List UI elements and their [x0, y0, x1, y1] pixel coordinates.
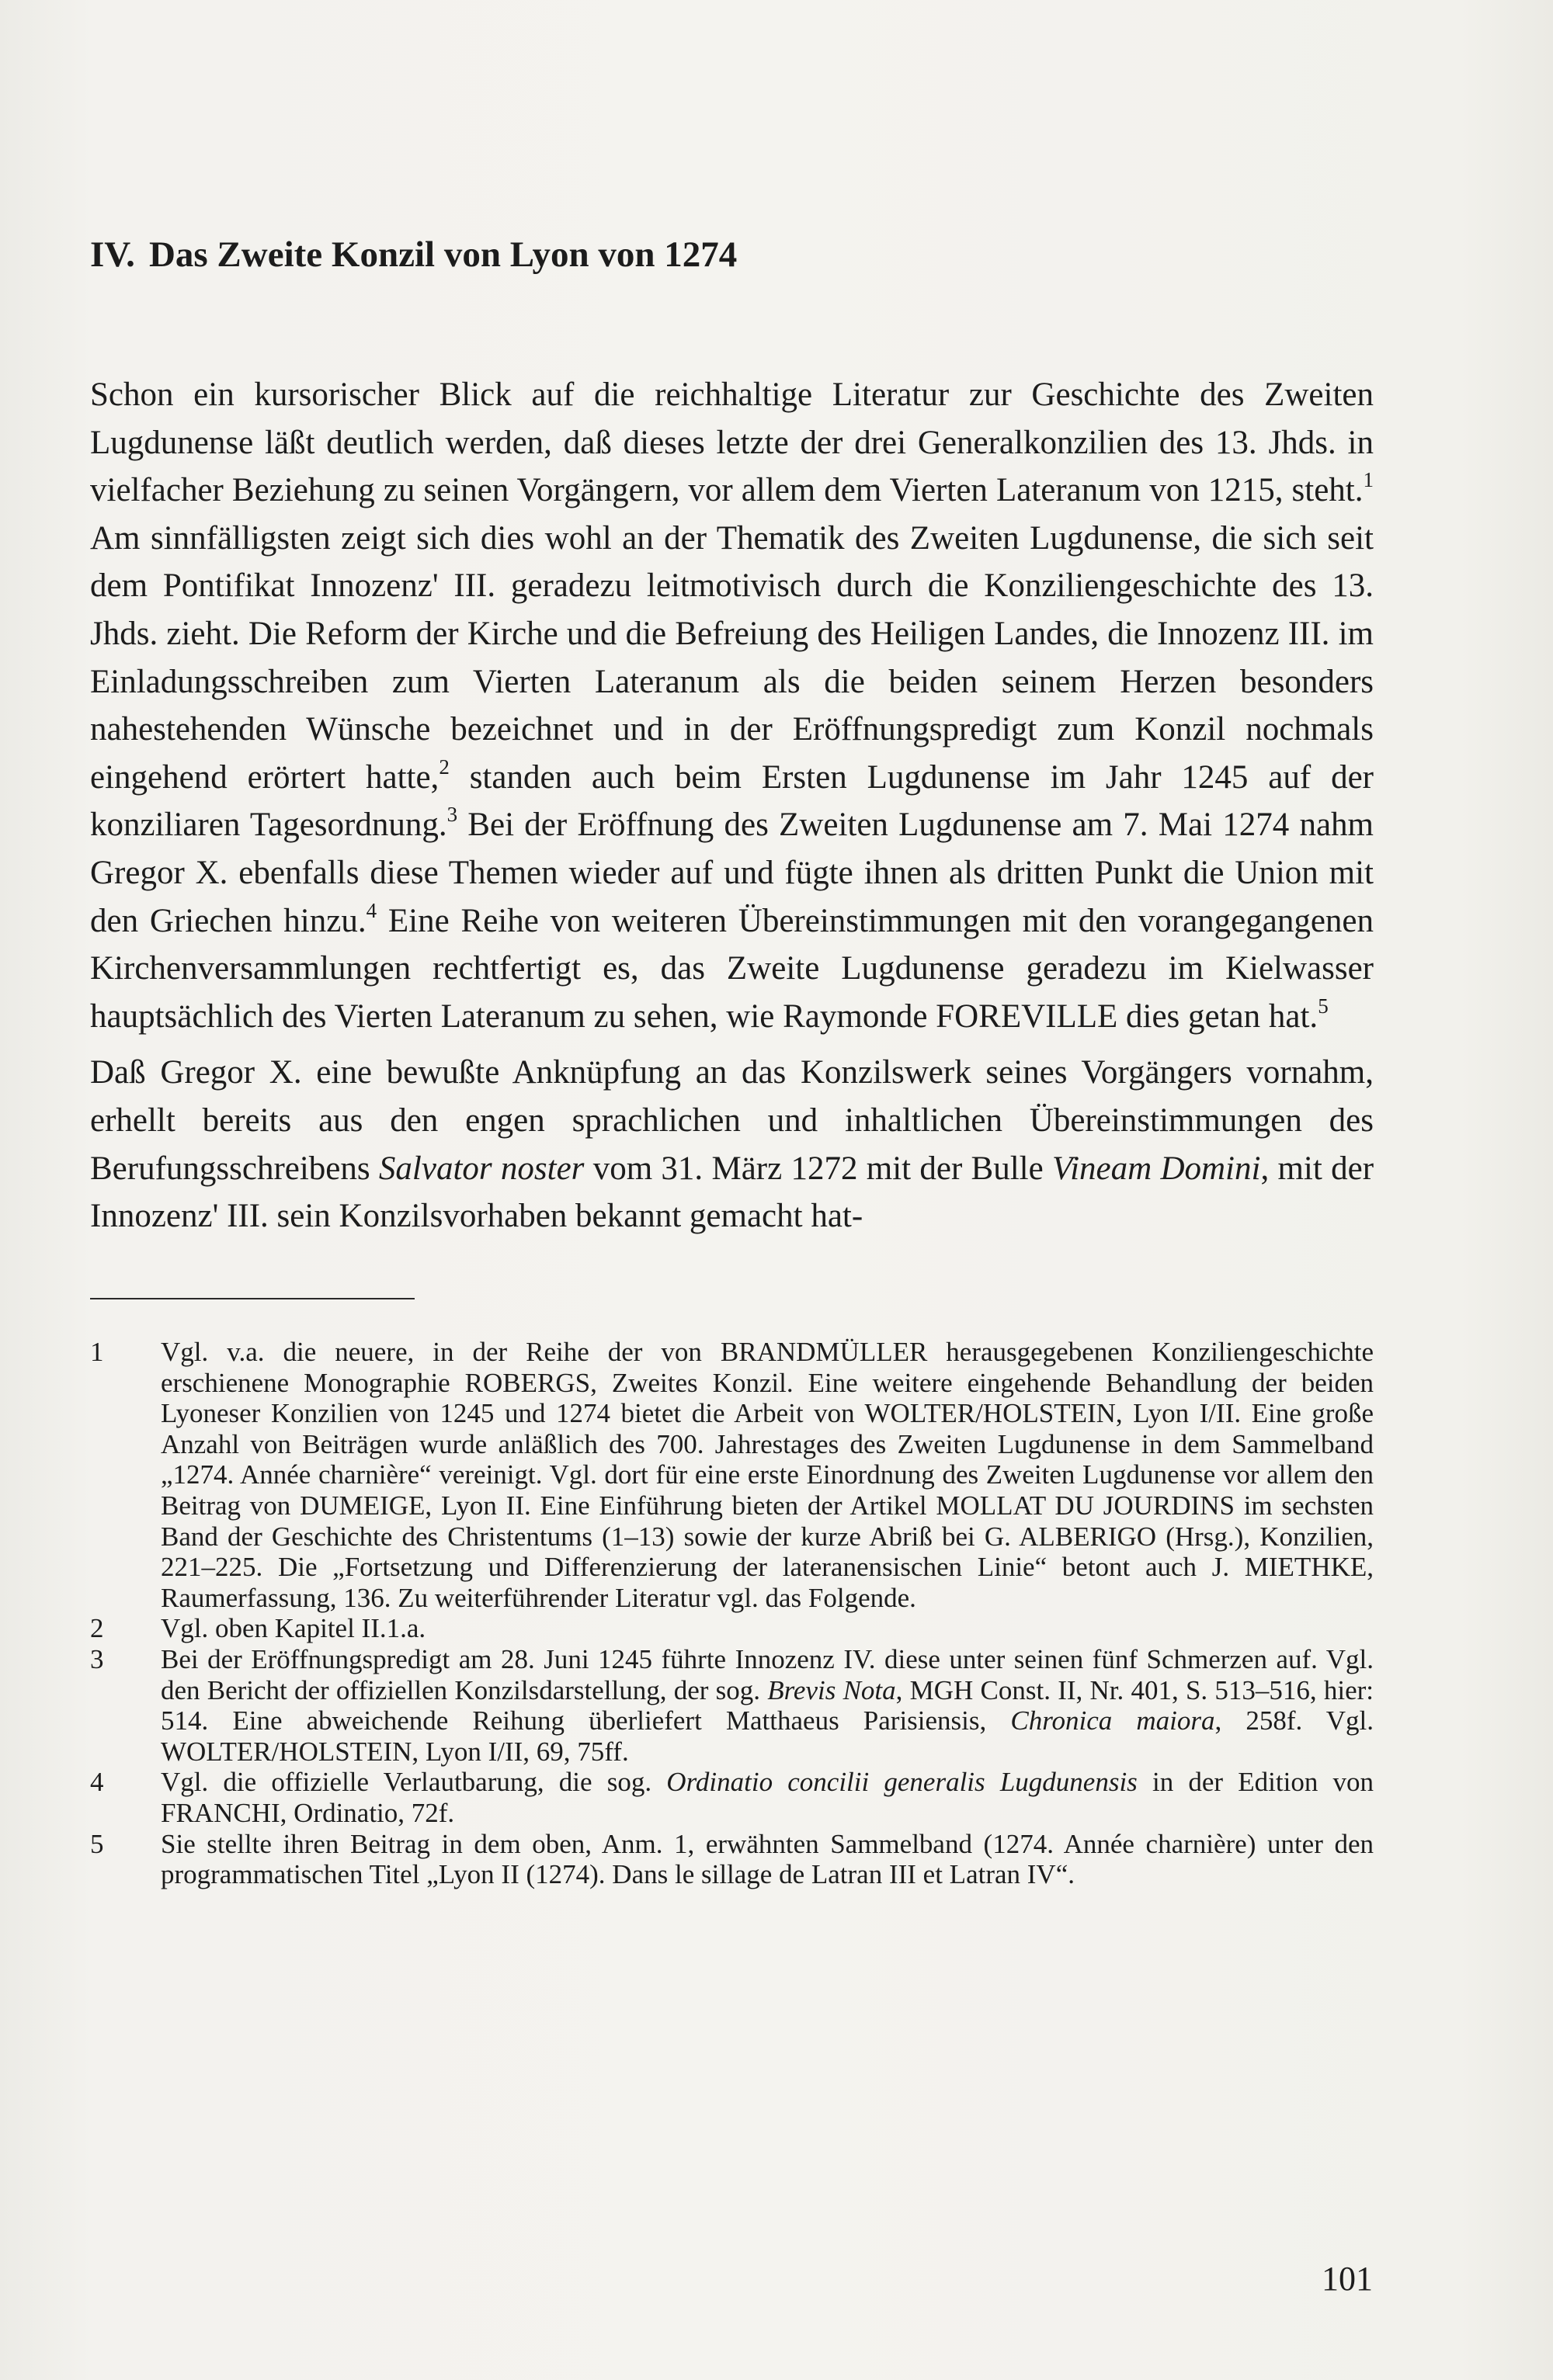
- footnote-text: [161, 1644, 1374, 1767]
- chapter-heading: [90, 233, 1410, 276]
- text-segment: Eine Reihe von weiteren Übereinstimmungen mit den vorangegangenen Kirchenversammlungen rechtfertigt es, das Zweite Lugdunense geradezu im Kielwasser hauptsächlich des Vierten Lateranum zu sehen, wie Raymonde FOREVILLE dies getan hat.: [90, 902, 1374, 1035]
- footnote-text: Sie stellte ihren Beitrag in dem oben, Anm. 1, erwähnten Sammelband (1274. Année charnière) unter den programmatischen Titel „Lyon II (1274). Dans le sillage de Latran III et Latran IV“.: [161, 1828, 1374, 1890]
- italic-title: Brevis Nota: [767, 1674, 896, 1705]
- italic-title: Vineam Domini: [1052, 1150, 1261, 1187]
- chapter-title: Das Zweite Konzil von Lyon von 1274: [148, 234, 738, 275]
- text-segment: , 258f. Vgl. WOLTER/HOLSTEIN, Lyon I/II, 69, 75ff.: [161, 1705, 1374, 1767]
- footnote-1: [90, 1337, 1374, 1613]
- footnote-number: 2: [90, 1613, 104, 1644]
- paragraph-2: [90, 1049, 1374, 1240]
- footnote-ref-5: 5: [1318, 994, 1329, 1018]
- footnote-ref-4: 4: [366, 898, 377, 922]
- footnote-number: 1: [90, 1337, 104, 1367]
- footnote-2: [90, 1613, 1374, 1644]
- footnote-ref-1: 1: [1363, 468, 1374, 492]
- text-segment: Am sinnfälligsten zeigt sich dies wohl an der Thematik des Zweiten Lugdunense, die sich seit dem Pontifikat Innozenz' III. geradezu leitmotivisch durch die Konziliengeschichte des 13. Jhds. zieht. Die Reform der Kirche und die Befreiung des Heiligen Landes, die Innozenz III. im Einladungsschreiben zum Vierten Lateranum als die beiden seinem Herzen besonders nahestehenden Wünsche bezeichnet und in der Eröffnungspredigt zum Konzil nochmals eingehend erörtert hatte,: [90, 519, 1374, 796]
- italic-title: Salvator noster: [378, 1150, 585, 1187]
- footnote-3: [90, 1644, 1374, 1767]
- text-segment: standen auch beim Ersten Lugdunense im Jahr 1245 auf der konziliaren Tagesordnung.: [90, 758, 1374, 844]
- text-segment: Bei der Eröffnungspredigt am 28. Juni 1245 führte Innozenz IV. diese unter seinen fünf Schmerzen auf. Vgl. den Bericht der offiziellen Konzilsdarstellung, der sog.: [161, 1643, 1374, 1705]
- paragraph-1: [90, 371, 1374, 1040]
- footnote-4: [90, 1767, 1374, 1828]
- italic-title: Ordinatio concilii generalis Lugdunensis: [666, 1767, 1138, 1798]
- text-segment: Daß Gregor X. eine bewußte Anknüpfung an das Konzilswerk seines Vorgängers vornahm, erhellt bereits aus den engen sprachlichen und inhaltlichen Übereinstimmungen des Berufungsschreibens: [90, 1054, 1374, 1187]
- footnote-number: 5: [90, 1828, 104, 1859]
- text-segment: in der Edition von FRANCHI, Ordinatio, 72f.: [161, 1767, 1374, 1828]
- footnote-separator: [90, 1298, 415, 1299]
- footnote-text: [161, 1767, 1374, 1828]
- footnote-text: Vgl. oben Kapitel II.1.a.: [161, 1613, 426, 1644]
- body-text: [90, 371, 1374, 1240]
- text-segment: Schon ein kursorischer Blick auf die reichhaltige Literatur zur Geschichte des Zweiten Lugdunense läßt deutlich werden, daß dieses letzte der drei Generalkonzilien des 13. Jhds. in vielfacher Beziehung zu seinen Vorgängern, vor allem dem Vierten Lateranum von 1215, steht.: [90, 376, 1374, 509]
- footnote-number: 4: [90, 1767, 104, 1798]
- text-segment: , MGH Const. II, Nr. 401, S. 513–516, hier: 514. Eine abweichende Reihung überliefert Matthaeus Parisiensis,: [161, 1674, 1374, 1736]
- text-segment: Vgl. die offizielle Verlautbarung, die sog.: [161, 1767, 667, 1798]
- page-number: 101: [1322, 2260, 1373, 2298]
- text-segment: vom 31. März 1272 mit der Bulle: [584, 1150, 1052, 1187]
- footnote-text: Vgl. v.a. die neuere, in der Reihe der von BRANDMÜLLER herausgegebenen Konziliengeschichte erschienene Monographie ROBERGS, Zweites Konzil. Eine weitere eingehende Behandlung der beiden Lyoneser Konzilien von 1245 und 1274 bietet die Arbeit von WOLTER/HOLSTEIN, Lyon I/II. Eine große Anzahl von Beiträgen wurde anläßlich des 700. Jahrestages des Zweiten Lugdunense in dem Sammelband „1274. Année charnière“ vereinigt. Vgl. dort für eine erste Einordnung des Zweiten Lugdunense vor allem den Beitrag von DUMEIGE, Lyon II. Eine Einführung bieten der Artikel MOLLAT DU JOURDINS im sechsten Band der Geschichte des Christentums (1–13) sowie der kurze Abriß bei G. ALBERIGO (Hrsg.), Konzilien, 221–225. Die „Fortsetzung und Differenzierung der lateranensischen Linie“ betont auch J. MIETHKE, Raumerfassung, 136. Zu weiterführender Literatur vgl. das Folgende.: [161, 1337, 1374, 1613]
- footnote-number: 3: [90, 1643, 104, 1674]
- footnote-ref-2: 2: [439, 755, 450, 779]
- footnotes: [90, 1337, 1374, 1890]
- footnote-5: [90, 1829, 1374, 1890]
- footnote-ref-3: 3: [446, 803, 458, 827]
- chapter-number: IV.: [90, 234, 135, 275]
- text-segment: , mit der Innozenz' III. sein Konzilsvorhaben bekannt gemacht hat-: [90, 1150, 1374, 1235]
- text-segment: Bei der Eröffnung des Zweiten Lugdunense am 7. Mai 1274 nahm Gregor X. ebenfalls diese Themen wieder auf und fügte ihnen als dritten Punkt die Union mit den Griechen hinzu.: [90, 807, 1374, 939]
- italic-title: Chronica maiora: [1010, 1705, 1215, 1736]
